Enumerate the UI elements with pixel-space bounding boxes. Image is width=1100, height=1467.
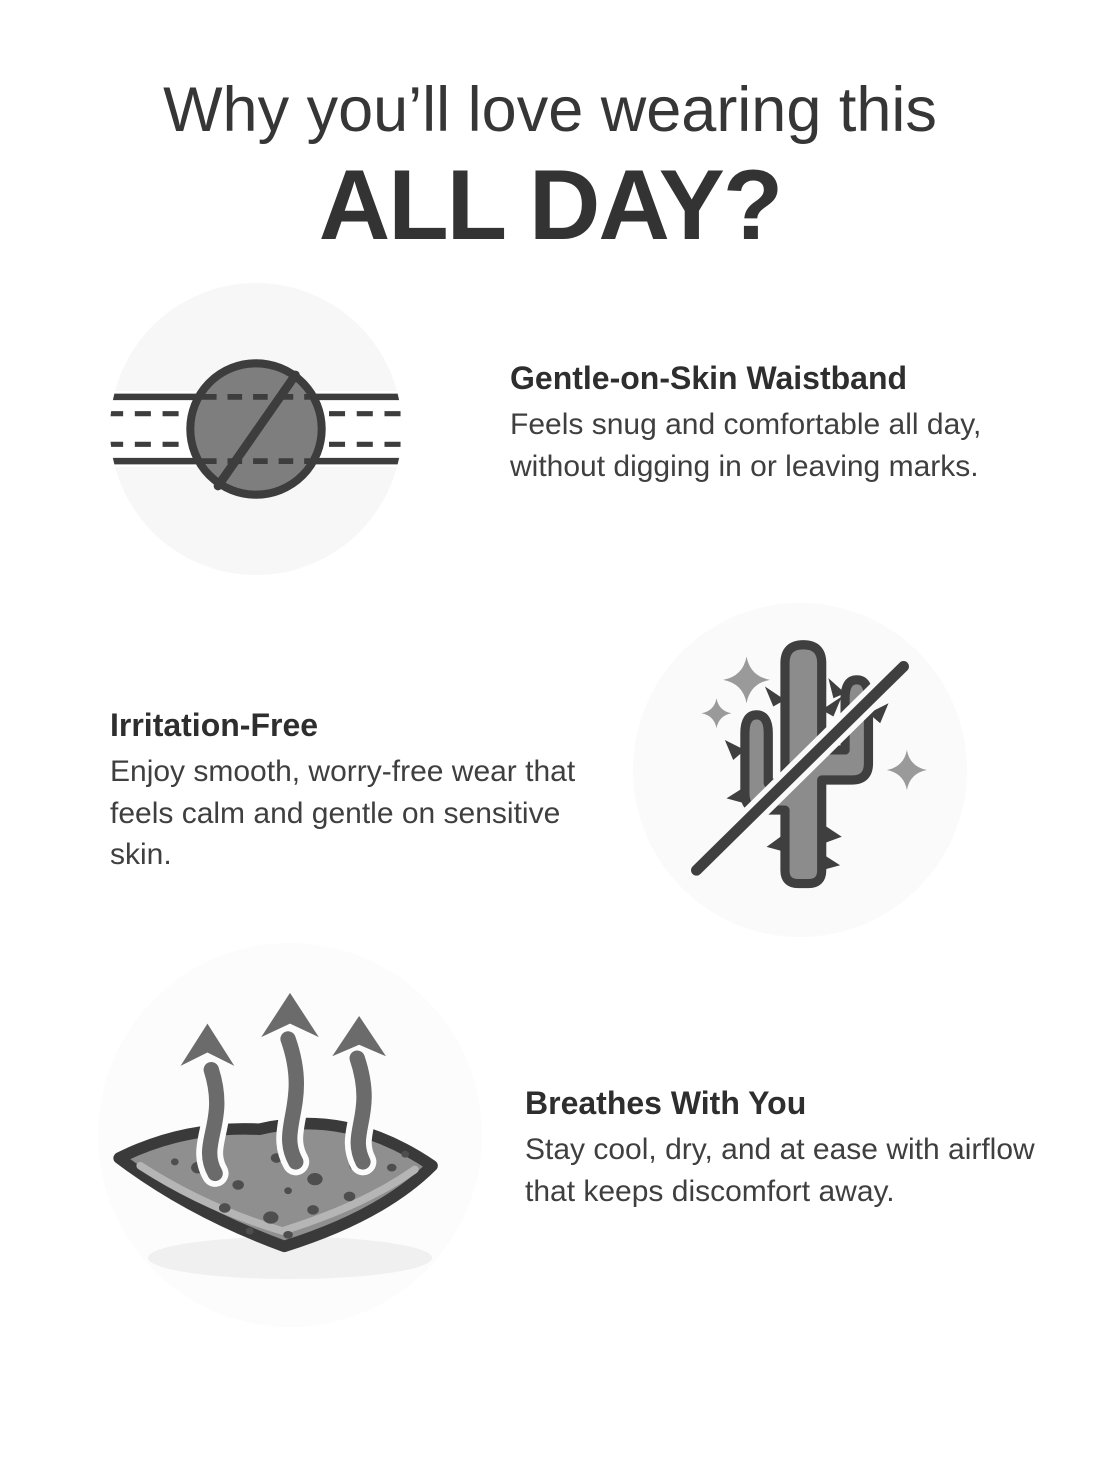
no-cactus-irritation-icon: [633, 603, 967, 937]
waistband-no-marks-icon: [110, 283, 402, 575]
feature-body: Stay cool, dry, and at ease with airflow that keeps discomfort away.: [525, 1133, 1035, 1208]
title-line-1: Why you’ll love wearing this: [163, 75, 937, 145]
feature-heading: Irritation-Free: [110, 707, 319, 743]
title-line-2: ALL DAY?: [318, 149, 782, 260]
feature-body: Enjoy smooth, worry-free wear that feels calm and gentle on sensitive skin.: [110, 755, 576, 872]
breathable-fabric-airflow-icon: [98, 943, 482, 1327]
feature-body: Feels snug and comfortable all day, without digging in or leaving marks.: [510, 408, 982, 483]
feature-irritation-free: [110, 706, 622, 876]
feature-heading: Gentle-on-Skin Waistband: [510, 360, 908, 396]
feature-breathes: [525, 1084, 1087, 1212]
feature-heading: Breathes With You: [525, 1085, 807, 1121]
feature-waistband: [510, 359, 1008, 487]
